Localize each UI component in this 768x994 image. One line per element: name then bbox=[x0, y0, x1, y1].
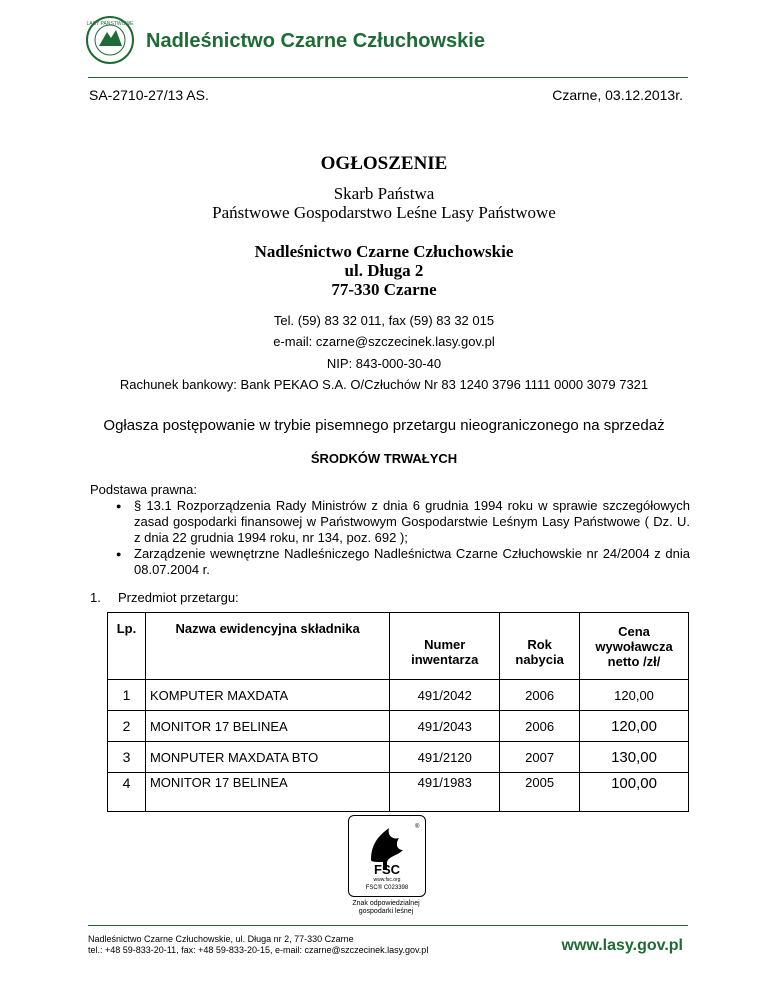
cell-name: MONITOR 17 BELINEA bbox=[145, 711, 389, 742]
fsc-url: www.fsc.org bbox=[373, 877, 401, 883]
fsc-note-line1: Znak odpowiedzialnej bbox=[352, 900, 420, 907]
lasy-panstwowe-logo bbox=[85, 15, 135, 65]
header-name: Nazwa ewidencyjna składnika bbox=[145, 613, 389, 680]
issuer-line-1: Skarb Państwa bbox=[333, 184, 435, 203]
legal-basis bbox=[90, 482, 690, 578]
header-year: Rok nabycia bbox=[500, 613, 580, 680]
unit-city: 77-330 Czarne bbox=[331, 280, 437, 299]
legal-basis-item: ● Zarządzenie wewnętrzne Nadleśniczego Nadleśnictwa Czarne Człuchowskie nr 24/2004 z dnia 08.07.2004 r. bbox=[118, 546, 690, 578]
organization-name: Nadleśnictwo Czarne Człuchowskie bbox=[146, 30, 485, 52]
contact-phone: Tel. (59) 83 32 011, fax (59) 83 32 015 bbox=[273, 313, 495, 328]
cell-lp: 4 bbox=[108, 773, 146, 812]
cell-year: 2007 bbox=[500, 742, 580, 773]
subject-heading: ŚRODKÓW TRWAŁYCH bbox=[310, 451, 458, 466]
footer-contact bbox=[88, 934, 428, 956]
cell-year: 2006 bbox=[500, 711, 580, 742]
table-row bbox=[108, 680, 689, 711]
cell-name: KOMPUTER MAXDATA bbox=[145, 680, 389, 711]
table-row bbox=[108, 773, 689, 812]
header-inventory: Numer inwentarza bbox=[390, 613, 500, 680]
cell-lp: 3 bbox=[108, 742, 146, 773]
document-place-date: Czarne, 03.12.2013r. bbox=[552, 87, 683, 103]
table-row bbox=[108, 711, 689, 742]
contact-nip: NIP: 843-000-30-40 bbox=[326, 356, 442, 371]
cell-inventory: 491/2120 bbox=[390, 742, 500, 773]
cell-price: 100,00 bbox=[580, 773, 689, 812]
cell-inventory: 491/1983 bbox=[390, 773, 500, 812]
footer-address: Nadleśnictwo Czarne Człuchowskie, ul. Długa nr 2, 77-330 Czarne bbox=[88, 934, 354, 944]
document-reference: SA-2710-27/13 AS. bbox=[89, 87, 209, 103]
header-lp: Lp. bbox=[108, 613, 146, 680]
cell-lp: 2 bbox=[108, 711, 146, 742]
issuer-line-2: Państwowe Gospodarstwo Leśne Lasy Państwowe bbox=[212, 203, 556, 222]
cell-price: 120,00 bbox=[580, 711, 689, 742]
document-title: OGŁOSZENIE bbox=[320, 153, 448, 174]
svg-text:LASY PAŃSTWOWE: LASY PAŃSTWOWE bbox=[86, 21, 134, 27]
fsc-note-line2: gospodarki leśnej bbox=[358, 908, 414, 915]
unit-name: Nadleśnictwo Czarne Człuchowskie bbox=[254, 242, 514, 261]
footer-divider bbox=[88, 925, 688, 926]
cell-price: 120,00 bbox=[580, 680, 689, 711]
cell-year: 2006 bbox=[500, 680, 580, 711]
table-row bbox=[108, 742, 689, 773]
bank-account: Rachunek bankowy: Bank PEKAO S.A. O/Człuchów Nr 83 1240 3796 1111 0000 3079 7321 bbox=[119, 377, 649, 392]
cell-year: 2005 bbox=[500, 773, 580, 812]
cell-price: 130,00 bbox=[580, 742, 689, 773]
section-number: 1. bbox=[90, 590, 101, 605]
fsc-label: FSC bbox=[374, 862, 400, 877]
announcement-text: Ogłasza postępowanie w trybie pisemnego przetargu nieograniczonego na sprzedaż bbox=[103, 417, 665, 434]
cell-name: MONPUTER MAXDATA BTO bbox=[145, 742, 389, 773]
unit-street: ul. Długa 2 bbox=[344, 261, 424, 280]
legal-basis-label: Podstawa prawna: bbox=[90, 482, 197, 497]
contact-email: e-mail: czarne@szczecinek.lasy.gov.pl bbox=[273, 334, 495, 349]
fsc-note bbox=[320, 900, 452, 916]
table-header-row bbox=[108, 613, 689, 680]
fsc-logo bbox=[348, 815, 426, 897]
section-label: Przedmiot przetargu: bbox=[118, 590, 239, 605]
footer-website-link[interactable]: www.lasy.gov.pl bbox=[561, 937, 683, 954]
legal-basis-item: ● § 13.1 Rozporządzenia Rady Ministrów z dnia 6 grudnia 1994 roku w sprawie szczegółowych zasad gospodarki finansowej w Państwowym Gospodarstwie Leśnym Lasy Państwowe ( Dz. U. z dnia 22 grudnia 1994 roku, nr 134, poz. 692 ); bbox=[118, 498, 690, 546]
cell-lp: 1 bbox=[108, 680, 146, 711]
cell-name: MONITOR 17 BELINEA bbox=[145, 773, 389, 812]
items-table bbox=[107, 612, 689, 812]
footer-contacts: tel.: +48 59-833-20-11, fax: +48 59-833-20-15, e-mail: czarne@szczecinek.lasy.gov.pl bbox=[88, 945, 429, 955]
cell-inventory: 491/2042 bbox=[390, 680, 500, 711]
section-subject bbox=[90, 590, 239, 605]
cell-inventory: 491/2043 bbox=[390, 711, 500, 742]
header-price: Cena wywoławcza netto /zł/ bbox=[580, 613, 689, 680]
svg-text:®: ® bbox=[415, 824, 420, 830]
header-divider bbox=[88, 77, 688, 78]
fsc-code: FSC® C023398 bbox=[365, 885, 409, 891]
